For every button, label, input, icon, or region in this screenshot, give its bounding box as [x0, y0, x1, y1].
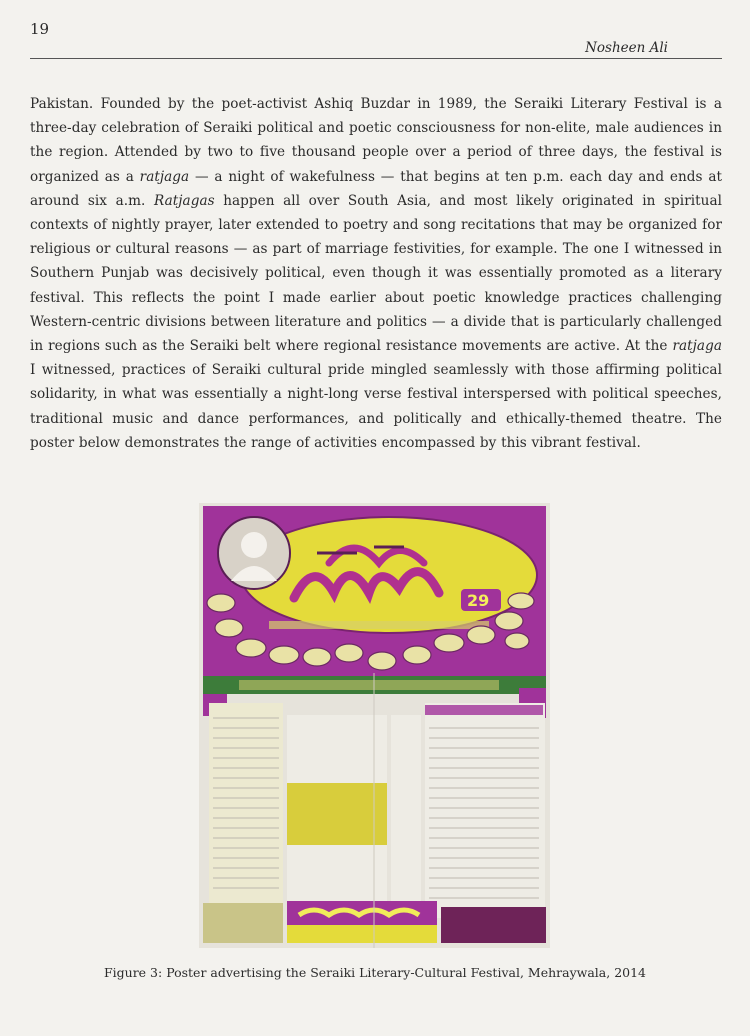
term-ratjaga: ratjaga	[672, 338, 722, 355]
term-ratjaga: ratjaga	[139, 168, 190, 185]
poster-date-number: 29	[467, 591, 490, 610]
festival-poster-figure	[199, 503, 550, 948]
text-run: — a night of wakefulness — that begins at ten p.m. each day and ends at around six a.m.	[30, 168, 722, 209]
festival-poster-image	[199, 503, 550, 948]
text-run: I witnessed, practices of Seraiki cultural pride mingled seamlessly with those affirming political solidarity, in what was essentially a night-long verse festival interspersed with political speeches, traditional music and dance performances, and politically and ethically-themed theatre. The poster below demonstrates the range of activities encompassed by this vibrant festival.	[30, 362, 722, 451]
body-text	[30, 92, 722, 455]
figure-caption: Figure 3: Poster advertising the Seraiki Literary-Cultural Festival, Mehraywala, 2014	[103, 965, 647, 980]
body-paragraph	[30, 92, 722, 455]
header-rule	[30, 58, 722, 59]
text-run: Pakistan. Founded by the poet-activist Ashiq Buzdar in 1989, the Seraiki Literary Festival is a three-day celebration of Seraiki political and poetic consciousness for non-elite, male audiences in the region. Attended by two to five thousand people over a period of three days, the festival is organized as a	[30, 96, 722, 185]
page-number: 19	[30, 20, 50, 38]
running-head: Nosheen Ali	[585, 40, 668, 56]
text-run: happen all over South Asia, and most likely originated in spiritual contexts of nightly prayer, later extended to poetry and song recitations that may be organized for religious or cultural reasons — as part of marriage festivities, for example. The one I witnessed in Southern Punjab was decisively political, even though it was essentially promoted as a literary festival. This reflects the point I made earlier about poetic knowledge practices challenging Western-centric divisions between literature and politics — a divide that is particularly challenged in regions such as the Seraiki belt where regional resistance movements are active. At the	[30, 192, 723, 355]
term-ratjagas: Ratjagas	[154, 192, 215, 209]
